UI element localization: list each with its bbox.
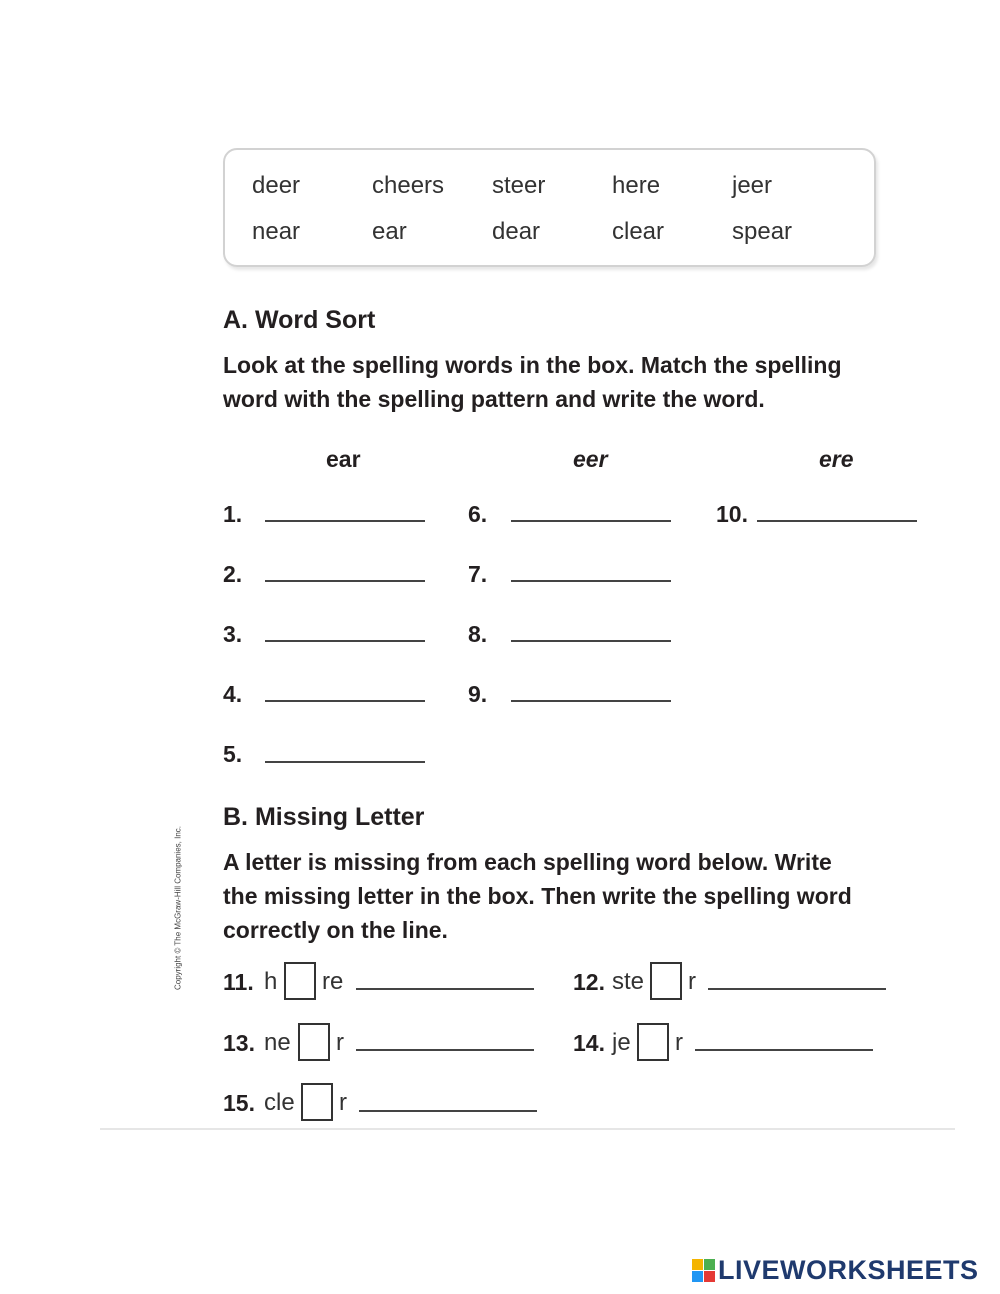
- word-fragment-before: je: [612, 1029, 631, 1056]
- word-near: near: [252, 218, 301, 245]
- item-number-7: 7.: [468, 561, 488, 587]
- word-fragment-before: ste: [612, 968, 645, 995]
- word-fragment-before: h: [264, 968, 278, 995]
- missing-letter-box-13[interactable]: [298, 1023, 330, 1061]
- spelling-word-box: [223, 148, 876, 267]
- answer-line-10[interactable]: [757, 520, 917, 522]
- section-a-instruction-line2: word with the spelling pattern and write the word.: [223, 386, 765, 412]
- missing-letter-box-11[interactable]: [284, 962, 316, 1000]
- item-number-3: 3.: [223, 621, 243, 647]
- item-number-13: 13.: [223, 1030, 255, 1056]
- word-jeer: jeer: [732, 172, 773, 199]
- word-steer: steer: [492, 172, 546, 199]
- answer-line-2[interactable]: [265, 580, 425, 582]
- word-deer: deer: [252, 172, 301, 199]
- item-number-4: 4.: [223, 681, 243, 707]
- word-here: here: [612, 172, 661, 199]
- answer-line-9[interactable]: [511, 700, 671, 702]
- answer-line-6[interactable]: [511, 520, 671, 522]
- answer-line-12[interactable]: [708, 988, 886, 990]
- section-a-instruction-line1: Look at the spelling words in the box. Match the spelling: [223, 352, 842, 378]
- column-heading-eer: eer: [573, 446, 608, 472]
- missing-letter-box-15[interactable]: [301, 1083, 333, 1121]
- item-number-11: 11.: [223, 969, 254, 995]
- word-fragment-after: re: [322, 968, 344, 995]
- item-number-15: 15.: [223, 1090, 255, 1116]
- column-heading-ere: ere: [819, 446, 854, 472]
- answer-line-8[interactable]: [511, 640, 671, 642]
- word-fragment-before: cle: [264, 1089, 295, 1116]
- copyright-notice: Copyright © The McGraw-Hill Companies, Inc.: [173, 825, 183, 991]
- word-cheers: cheers: [372, 172, 445, 199]
- item-number-8: 8.: [468, 621, 488, 647]
- item-number-10: 10.: [716, 501, 748, 527]
- answer-line-7[interactable]: [511, 580, 671, 582]
- liveworksheets-logo-icon: [692, 1259, 715, 1282]
- answer-line-4[interactable]: [265, 700, 425, 702]
- answer-line-5[interactable]: [265, 761, 425, 763]
- answer-line-13[interactable]: [356, 1049, 534, 1051]
- word-fragment-after: r: [688, 968, 696, 995]
- word-spear: spear: [732, 218, 793, 245]
- answer-line-15[interactable]: [359, 1110, 537, 1112]
- answer-line-1[interactable]: [265, 520, 425, 522]
- section-b-heading: B. Missing Letter: [223, 803, 425, 831]
- footer-divider: [100, 1128, 955, 1130]
- liveworksheets-brand[interactable]: [692, 1253, 979, 1287]
- item-number-1: 1.: [223, 501, 243, 527]
- item-number-14: 14.: [573, 1030, 605, 1056]
- missing-letter-box-12[interactable]: [650, 962, 682, 1000]
- answer-line-3[interactable]: [265, 640, 425, 642]
- item-number-12: 12.: [573, 969, 605, 995]
- column-heading-ear: ear: [326, 446, 361, 472]
- word-fragment-after: r: [336, 1029, 344, 1056]
- word-ear: ear: [372, 218, 407, 245]
- section-a-heading: A. Word Sort: [223, 306, 376, 334]
- section-b-instruction-line1: A letter is missing from each spelling word below. Write: [223, 849, 832, 875]
- item-number-5: 5.: [223, 741, 243, 767]
- brand-name: LIVEWORKSHEETS: [718, 1254, 979, 1285]
- item-number-2: 2.: [223, 561, 243, 587]
- word-dear: dear: [492, 218, 541, 245]
- word-fragment-after: r: [339, 1089, 347, 1116]
- word-fragment-before: ne: [264, 1029, 291, 1056]
- word-clear: clear: [612, 218, 665, 245]
- item-number-9: 9.: [468, 681, 488, 707]
- answer-line-14[interactable]: [695, 1049, 873, 1051]
- section-b-instruction-line2: the missing letter in the box. Then write the spelling word: [223, 883, 852, 909]
- item-number-6: 6.: [468, 501, 488, 527]
- word-fragment-after: r: [675, 1029, 683, 1056]
- answer-line-11[interactable]: [356, 988, 534, 990]
- missing-letter-box-14[interactable]: [637, 1023, 669, 1061]
- section-b-instruction-line3: correctly on the line.: [223, 917, 448, 943]
